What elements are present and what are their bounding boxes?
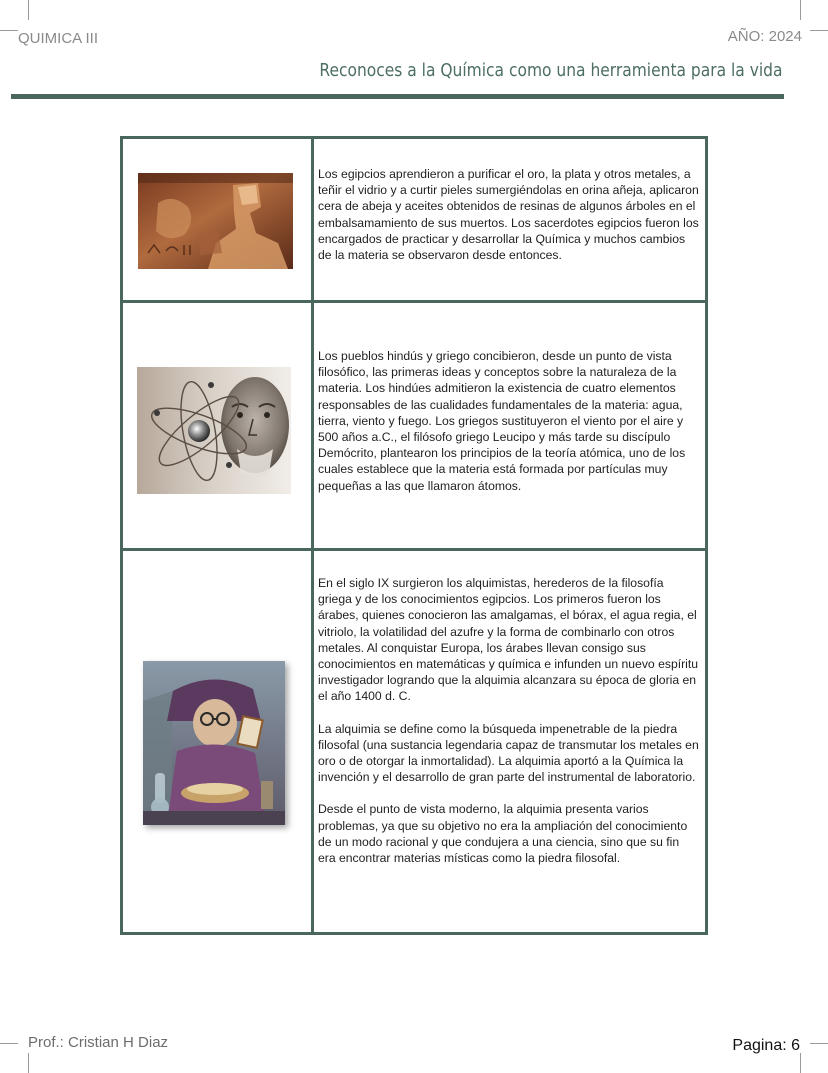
header-rule xyxy=(11,94,784,99)
image-cell xyxy=(123,139,314,303)
course-title: QUIMICA III xyxy=(18,30,99,47)
paragraph: Los pueblos hindús y griego concibieron, desde un punto de vista filosófico, las primeras ideas y conceptos sobre la naturaleza de la materia. Los hindúes admitieron la existencia de cuatro elementos responsables de las cualidades fundamentales de la materia: agua, tierra, viento y fuego. Los griegos sustituyeron el viento por el aire y 500 años a.C., el filósofo griego Leucipo y más tarde su discípulo Demócrito, plantearon los principios de la teoría atómica, uno de los cuales establece que la materia está formada por partículas muy pequeñas a las que llamaron átomos. xyxy=(318,349,686,493)
image-cell xyxy=(123,303,314,551)
content-table xyxy=(120,136,708,935)
crop-mark xyxy=(810,1043,828,1044)
alchemist-image xyxy=(143,661,285,825)
text-cell xyxy=(314,139,705,303)
paragraph: La alquimia se define como la búsqueda impenetrable de la piedra filosofal (una sustancia legendaria capaz de transmutar los metales en oro o de otorgar la inmortalidad). La alquimia aportó a la Química la invención y el desarrollo de gran parte del instrumental de laboratorio. xyxy=(318,721,699,785)
text-cell xyxy=(314,303,705,551)
author-label: Prof.: Cristian H Diaz xyxy=(28,1034,169,1051)
crop-mark xyxy=(28,1053,29,1073)
paragraph: En el siglo IX surgieron los alquimistas, herederos de la filosofía griega y de los conocimientos egipcios. Los primeros fueron los árabes, quienes conocieron las amalgamas, el bórax, el agua regia, el vitriolo, la volatilidad del azufre y la forma de combinarlo con otros metales. Al conquistar Europa, los árabes llevan consigo sus conocimientos en matemáticas y química e infunden un nuevo espíritu investigador logrando que la alquimia alcanzara su época de gloria en el año 1400 d. C. xyxy=(318,576,699,704)
crop-mark xyxy=(800,0,801,20)
egyptian-relief-image xyxy=(138,173,293,269)
page-subtitle: Reconoces a la Química como una herramienta para la vida xyxy=(318,60,782,81)
crop-mark xyxy=(28,0,29,20)
crop-mark xyxy=(0,1043,18,1044)
crop-mark xyxy=(810,30,828,31)
page-number: Pagina: 6 xyxy=(732,1037,800,1054)
year-label: AÑO: 2024 xyxy=(727,28,802,45)
image-cell xyxy=(123,551,314,932)
paragraph: Desde el punto de vista moderno, la alquimia presenta varios problemas, ya que su objetivo no era la ampliación del conocimiento de un modo racional y que condujera a una ciencia, sino que su fin era encontrar materias místicas como la piedra filosofal. xyxy=(318,802,688,866)
crop-mark xyxy=(0,30,18,31)
text-cell xyxy=(314,551,705,932)
crop-mark xyxy=(800,1053,801,1073)
atom-philosopher-image xyxy=(137,367,291,494)
paragraph: Los egipcios aprendieron a purificar el oro, la plata y otros metales, a teñir el vidrio y a curtir pieles sumergiéndolas en orina añeja, aplicaron cera de abeja y aceites obtenidos de resinas de algunos árboles en el embalsamamiento de sus muertos. Los sacerdotes egipcios fueron los encargados de practicar y desarrollar la Química y muchos cambios de la materia se observaron desde entonces. xyxy=(318,167,699,263)
